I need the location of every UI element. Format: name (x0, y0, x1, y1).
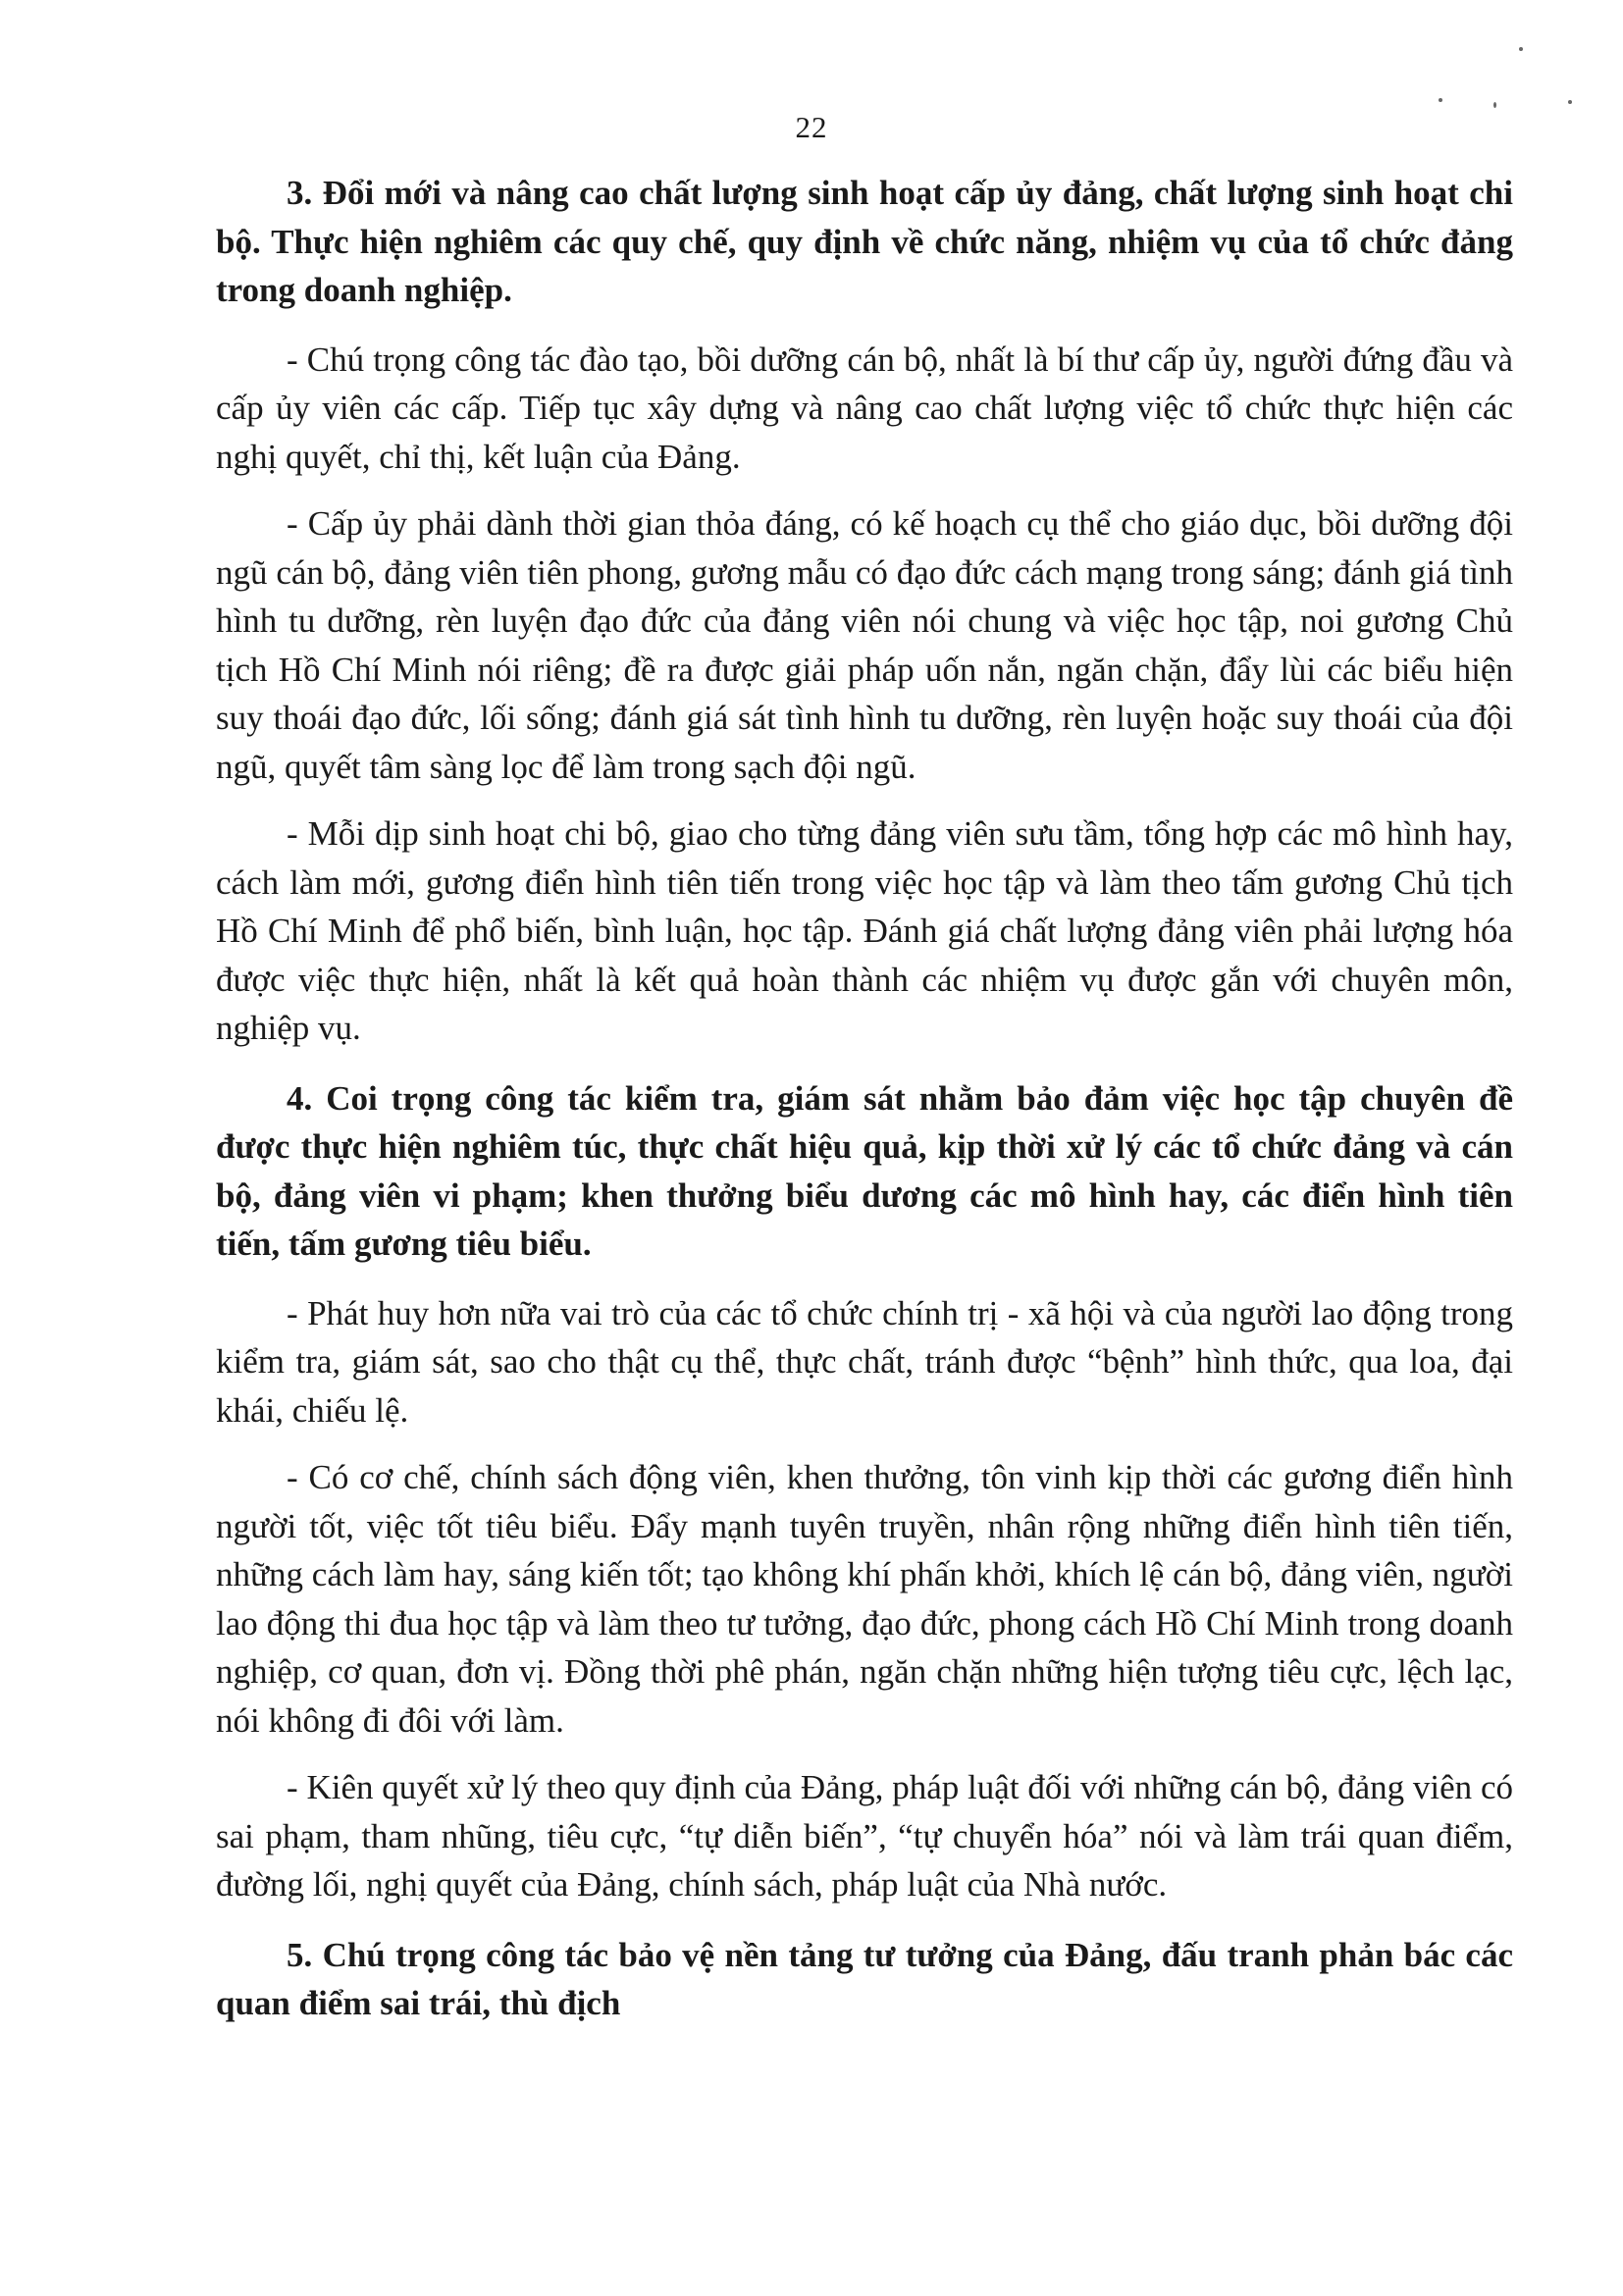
section-5-heading: 5. Chú trọng công tác bảo vệ nền tảng tư tưởng của Đảng, đấu tranh phản bác các quan điểm sai trái, thù địch (216, 1935, 1513, 2022)
section-3-paragraph-1: - Chú trọng công tác đào tạo, bồi dưỡng cán bộ, nhất là bí thư cấp ủy, người đứng đầu và cấp ủy viên các cấp. Tiếp tục xây dựng và nâng cao chất lượng việc tổ chức thực hiện các nghị quyết, chỉ thị, kết luận của Đảng. (216, 339, 1513, 476)
section-4-paragraph-3: - Kiên quyết xử lý theo quy định của Đảng, pháp luật đối với những cán bộ, đảng viên có sai phạm, tham nhũng, tiêu cực, “tự diễn biến”, “tự chuyển hóa” nói và làm trái quan điểm, đường lối, nghị quyết của Đảng, chính sách, pháp luật của Nhà nước. (216, 1768, 1513, 1904)
section-4-heading: 4. Coi trọng công tác kiểm tra, giám sát nhằm bảo đảm việc học tập chuyên đề được thực hiện nghiêm túc, thực chất hiệu quả, kịp thời xử lý các tổ chức đảng và cán bộ, đảng viên vi phạm; khen thưởng biểu dương các mô hình hay, các điển hình tiên tiến, tấm gương tiêu biểu. (216, 1078, 1513, 1263)
scan-speck (1568, 100, 1572, 104)
scan-speck (1439, 98, 1442, 102)
page-number: 22 (795, 110, 828, 144)
document-body (216, 169, 1513, 2028)
scan-speck (1493, 102, 1496, 108)
section-4-paragraph-2: - Có cơ chế, chính sách động viên, khen thưởng, tôn vinh kịp thời các gương điển hình người tốt, việc tốt tiêu biểu. Đẩy mạnh tuyên truyền, nhân rộng những điển hình tiên tiến, những cách làm hay, sáng kiến tốt; tạo không khí phấn khởi, khích lệ cán bộ, đảng viên, người lao động thi đua học tập và làm theo tư tưởng, đạo đức, phong cách Hồ Chí Minh trong doanh nghiệp, cơ quan, đơn vị. Đồng thời phê phán, ngăn chặn những hiện tượng tiêu cực, lệch lạc, nói không đi đôi với làm. (216, 1458, 1513, 1740)
section-4-paragraph-1: - Phát huy hơn nữa vai trò của các tổ chức chính trị - xã hội và của người lao động trong kiểm tra, giám sát, sao cho thật cụ thể, thực chất, tránh được “bệnh” hình thức, qua loa, đại khái, chiếu lệ. (216, 1293, 1513, 1430)
section-3-paragraph-2: - Cấp ủy phải dành thời gian thỏa đáng, có kế hoạch cụ thể cho giáo dục, bồi dưỡng đội ngũ cán bộ, đảng viên tiên phong, gương mẫu có đạo đức cách mạng trong sáng; đánh giá tình hình tu dưỡng, rèn luyện đạo đức của đảng viên nói chung và việc học tập, noi gương Chủ tịch Hồ Chí Minh nói riêng; đề ra được giải pháp uốn nắn, ngăn chặn, đẩy lùi các biểu hiện suy thoái đạo đức, lối sống; đánh giá sát tình hình tu dưỡng, rèn luyện hoặc suy thoái của đội ngũ, quyết tâm sàng lọc để làm trong sạch đội ngũ. (216, 504, 1513, 786)
section-3-heading: 3. Đổi mới và nâng cao chất lượng sinh hoạt cấp ủy đảng, chất lượng sinh hoạt chi bộ. Thực hiện nghiêm các quy chế, quy định về chức năng, nhiệm vụ của tổ chức đảng trong doanh nghiệp. (216, 174, 1513, 309)
section-3-paragraph-3: - Mỗi dịp sinh hoạt chi bộ, giao cho từng đảng viên sưu tầm, tổng hợp các mô hình hay, cách làm mới, gương điển hình tiên tiến trong việc học tập và làm theo tấm gương Chủ tịch Hồ Chí Minh để phổ biến, bình luận, học tập. Đánh giá chất lượng đảng viên phải lượng hóa được việc thực hiện, nhất là kết quả hoàn thành các nhiệm vụ được gắn với chuyên môn, nghiệp vụ. (216, 814, 1513, 1047)
scan-speck (1519, 47, 1523, 51)
